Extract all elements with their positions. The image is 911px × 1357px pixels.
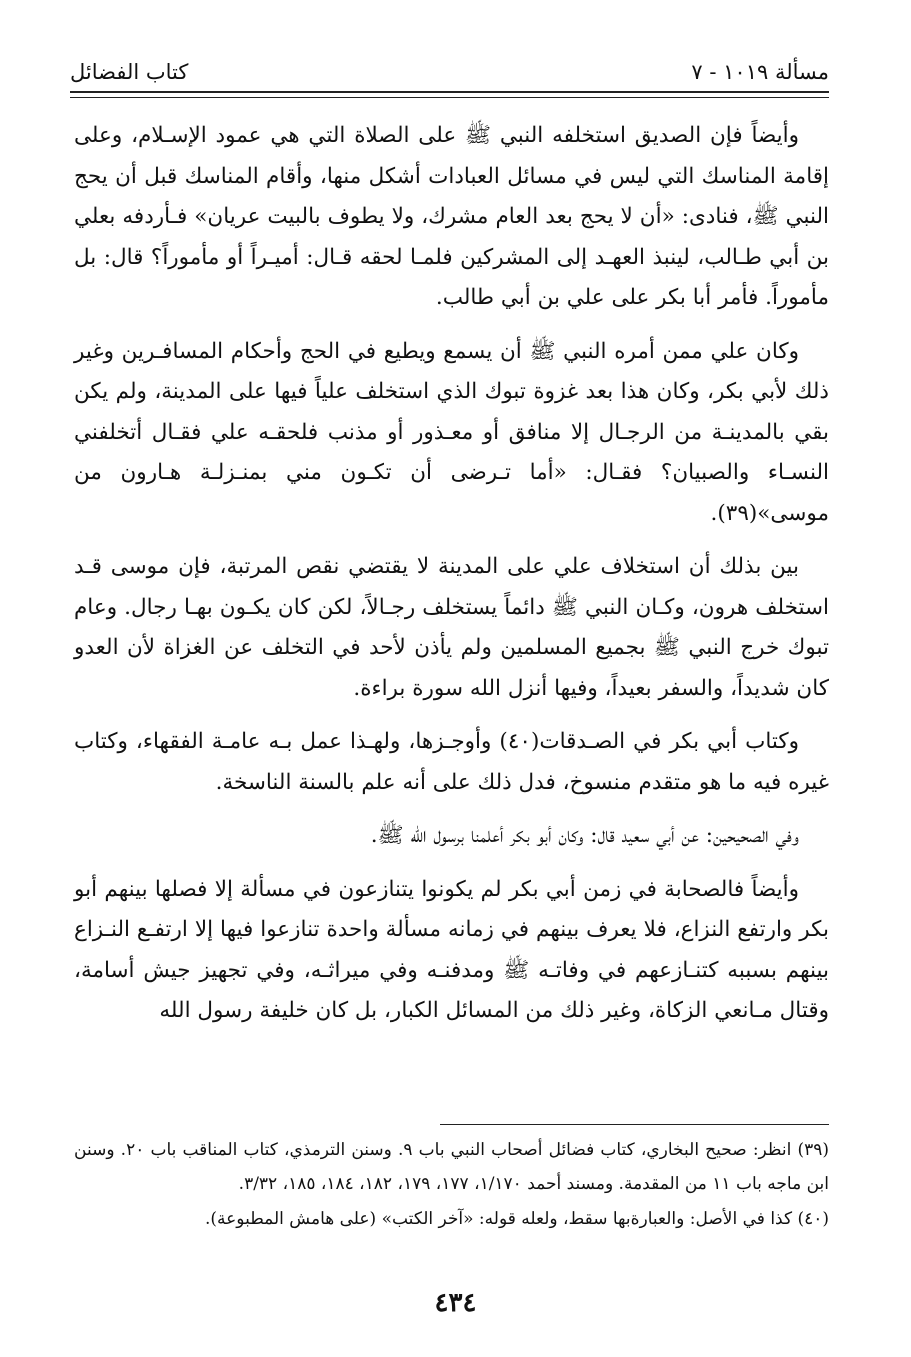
paragraph: وكان علي ممن أمره النبي ﷺ أن يسمع ويطيع في الحج وأحكام المسافـرين وغير ذلك لأبي بكر، وكان هذا بعد غزوة تبوك الذي استخلف علياً فيها على المدينة، ولم يكن بقي بالمدينـة من الرجـال إلا منافق أو معـذور أو مذنب فلحقـه علي فقـال أتخلفني النسـاء والصبيان؟ فقـال: «أما تـرضى أن تكـون مني بمنـزلـة هـارون من موسى»(٣٩). (74, 338, 829, 526)
footnotes (74, 1133, 829, 1237)
footnote: (٣٩) انظر: صحيح البخاري، كتاب فضائل أصحاب النبي باب ٩. وسنن الترمذي، كتاب المناقب باب ٢٠. وسنن ابن ماجه باب ١١ من المقدمة. ومسند أحمد ١/١٧٠، ١٧٧، ١٧٩، ١٨٢، ١٨٤، ١٨٥، ٣/٣٢. (74, 1140, 829, 1194)
header-divider (70, 91, 829, 98)
paragraph: وأيضاً فإن الصديق استخلفه النبي ﷺ على الصلاة التي هي عمود الإسـلام، وعلى إقامة المناسك التي ليس في مسائل العبادات أشكل منها، وأقام المناسك قبل أن يحج النبي ﷺ، فنادى: «أن لا يحج بعد العام مشرك، ولا يطوف بالبيت عريان» فـأردفه بعلي بن أبي طـالب، لينبذ العهـد إلى المشركين فلمـا لحقه قـال: أميـراً أو مأموراً؟ قال: بل مأموراً. فأمر أبا بكر على علي بن أبي طالب. (74, 123, 829, 310)
running-header (70, 55, 829, 89)
header-section-number: مسألة ١٠١٩ - ٧ (691, 60, 829, 84)
footnote-divider (440, 1124, 829, 1125)
paragraph: وفي الصحيحين: عن أبي سعيد قال: وكان أبو بكر أعلمنا برسول الله ﷺ. (370, 823, 799, 848)
header-book-title: كتاب الفضائل (70, 60, 189, 84)
page-number: ٤٣٤ (434, 1288, 477, 1318)
paragraph: وكتاب أبي بكر في الصـدقات(٤٠) وأوجـزها، ولهـذا عمل بـه عامـة الفقهاء، وكتاب غيره فيه ما هو متقدم منسوخ، فدل ذلك على أنه علم بالسنة الناسخة. (74, 729, 829, 795)
paragraph: وأيضاً فالصحابة في زمن أبي بكر لم يكونوا يتنازعون في مسألة إلا فصلها بينهم أبو بكر وارتفع النزاع، فلا يعرف بينهم في زمانه مسألة واحدة تنازعوا فيها إلا ارتفـع النـزاع بينهم بسببه كتنـازعهم في وفاتـه ﷺ ومدفنـه وفي ميراثـه، وفي تجهيز جيش أسامة، وقتال مـانعي الزكاة، وغير ذلك من المسائل الكبار، بل كان خليفة رسول الله (74, 876, 829, 1023)
footnote: (٤٠) كذا في الأصل: والعبارةبها سقط، ولعله قوله: «آخر الكتب» (على هامش المطبوعة). (205, 1209, 829, 1229)
main-text (74, 116, 829, 1045)
paragraph: بين بذلك أن استخلاف علي على المدينة لا يقتضي نقص المرتبة، فإن موسى قـد استخلف هرون، وكـان النبي ﷺ دائماً يستخلف رجـالاً، لكن كان يكـون بهـا رجال. وعام تبوك خرج النبي ﷺ بجميع المسلمين ولم يأذن لأحد في التخلف عن الغزاة لأن العدو كان شديداً، والسفر بعيداً، وفيها أنزل الله سورة براءة. (74, 554, 829, 701)
